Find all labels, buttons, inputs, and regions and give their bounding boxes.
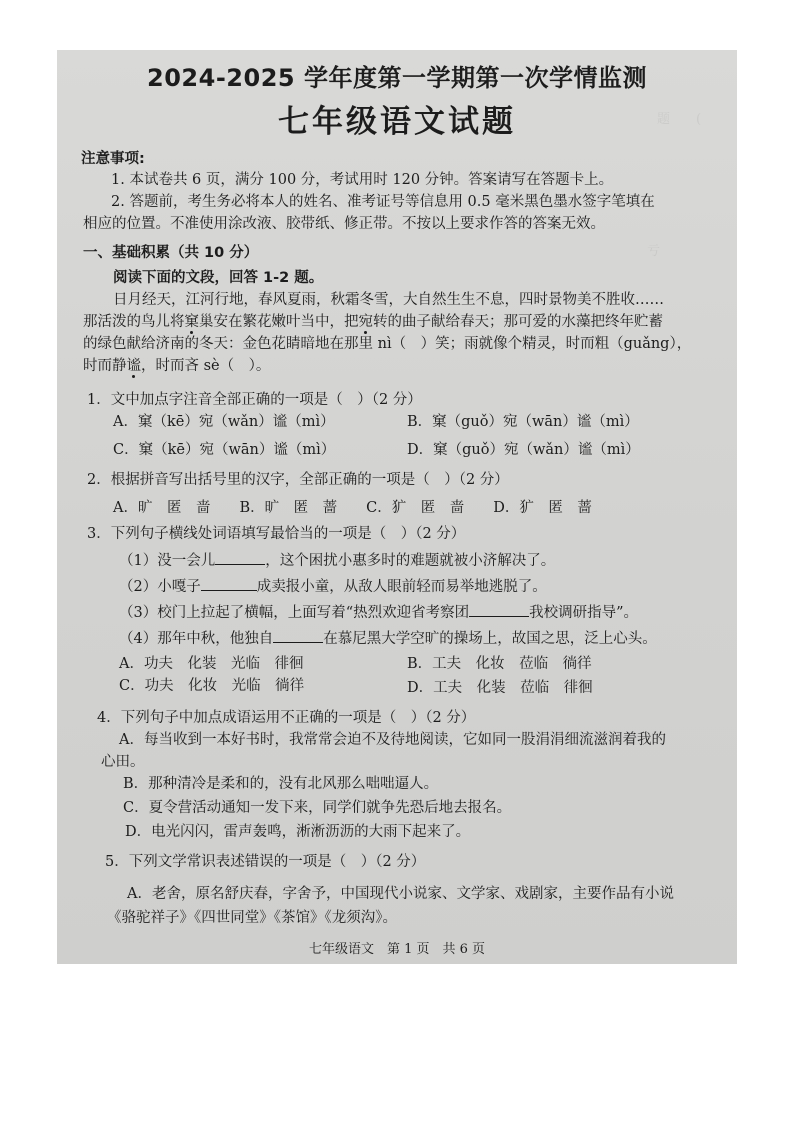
- dotted-char: 谧: [126, 358, 141, 374]
- q4-option-c: C．夏令营活动通知一发下来，同学们就争先恐后地去报名。: [123, 800, 512, 816]
- q3-sentence-2: （2）小嘎子 成卖报小童，从敌人眼前轻而易举地逃脱了。: [119, 576, 547, 597]
- exam-title: 2024-2025 学年度第一学期第一次学情监测: [147, 64, 647, 92]
- page-footer: 七年级语文 第 1 页 共 6 页: [308, 942, 486, 957]
- q3-option-d: D．工夫 化装 莅临 徘徊: [407, 680, 593, 696]
- question-5-stem: 5．下列文学常识表述错误的一项是（ ）（2 分）: [105, 854, 426, 870]
- passage-line: 时而静谧，时而吝 sè（ ）。: [83, 358, 271, 374]
- exam-paper-sheet: [57, 50, 737, 964]
- notice-item-1: 1. 本试卷共 6 页，满分 100 分，考试用时 120 分钟。答案请写在答题卡上。: [111, 172, 614, 188]
- q3-option-b: B．工夫 化妆 莅临 徜徉: [407, 656, 592, 672]
- section-title: 一、基础积累（共 10 分）: [83, 245, 259, 261]
- q3-sentence-4: （4）那年中秋，他独自 在慕尼黑大学空旷的操场上，故国之思，泛上心头。: [119, 628, 657, 649]
- q1-option-d: D．窠（guǒ）宛（wǎn）谧（mì）: [407, 442, 640, 458]
- dotted-char: 窠: [184, 314, 199, 330]
- q1-option-c: C．窠（kē）宛（wān）谧（mì）: [113, 442, 336, 458]
- q4-option-a-cont: 心田。: [101, 754, 145, 770]
- passage-line: 日月经天，江河行地，春风夏雨，秋霜冬雪，大自然生生不息，四时景物美不胜收……: [113, 292, 664, 308]
- fill-blank: [469, 602, 529, 617]
- notice-item-2: 2. 答题前，考生务必将本人的姓名、准考证号等信息用 0.5 毫米黑色墨水签字笔填在: [111, 194, 655, 210]
- q1-option-b: B．窠（guǒ）宛（wān）谧（mì）: [407, 414, 639, 430]
- q3-sentence-1: （1）没一会儿 ，这个困扰小惠多时的难题就被小济解决了。: [119, 550, 555, 571]
- fill-blank: [201, 576, 257, 591]
- q2-options: A．旷 匿 啬 B．旷 匿 蔷 C．犷 匿 啬 D．犷 匿 蔷: [113, 500, 592, 516]
- q1-option-a: A．窠（kē）宛（wǎn）谧（mì）: [113, 414, 335, 430]
- reading-intro: 阅读下面的文段，回答 1-2 题。: [113, 270, 324, 286]
- q3-sentence-3: （3）校门上拉起了横幅，上面写着“热烈欢迎省考察团 我校调研指导”。: [119, 602, 638, 623]
- q4-option-a: A．每当收到一本好书时，我常常会迫不及待地阅读，它如同一股涓涓细流滋润着我的: [119, 732, 666, 748]
- question-4-stem: 4．下列句子中加点成语运用不正确的一项是（ ）（2 分）: [97, 710, 476, 726]
- notice-label: 注意事项:: [81, 151, 145, 167]
- q3-option-c: C．功夫 化妆 光临 徜徉: [119, 678, 305, 694]
- q5-option-a: A．老舍，原名舒庆春，字舍予，中国现代小说家、文学家、戏剧家，主要作品有小说: [127, 886, 674, 902]
- bleed-through-text: 题 (: [657, 112, 702, 127]
- question-3-stem: 3．下列句子横线处词语填写最恰当的一项是（ ）（2 分）: [87, 526, 466, 542]
- q5-option-a-cont: 《骆驼祥子》《四世同堂》《茶馆》《龙须沟》。: [107, 910, 397, 926]
- fill-blank: [215, 550, 265, 565]
- q4-option-b: B．那种清冷是柔和的，没有北风那么咄咄逼人。: [123, 776, 439, 792]
- notice-item-2-cont: 相应的位置。不准使用涂改液、胶带纸、修正带。不按以上要求作答的答案无效。: [83, 216, 605, 232]
- question-2-stem: 2．根据拼音写出括号里的汉字，全部正确的一项是（ ）（2 分）: [87, 472, 509, 488]
- fill-blank: [273, 628, 323, 643]
- exam-subtitle: 七年级语文试题: [278, 104, 516, 140]
- q4-option-d: D．电光闪闪，雷声轰鸣，淅淅沥沥的大雨下起来了。: [125, 824, 471, 840]
- q3-option-a: A．功夫 化装 光临 徘徊: [119, 656, 304, 672]
- passage-line: 的绿色献给济南的冬天：金色花睛暗地在那里 nì（ ）笑；雨就像个精灵，时而粗（guǎng），: [83, 336, 692, 352]
- passage-line: 那活泼的鸟儿将窠巢安在繁花嫩叶当中，把宛转的曲子献给春天；那可爱的水藻把终年贮蓄: [83, 314, 663, 330]
- bleed-through-text: 亏: [647, 244, 661, 259]
- dotted-char: 宛: [358, 314, 373, 330]
- question-1-stem: 1．文中加点字注音全部正确的一项是（ ）（2 分）: [87, 392, 422, 408]
